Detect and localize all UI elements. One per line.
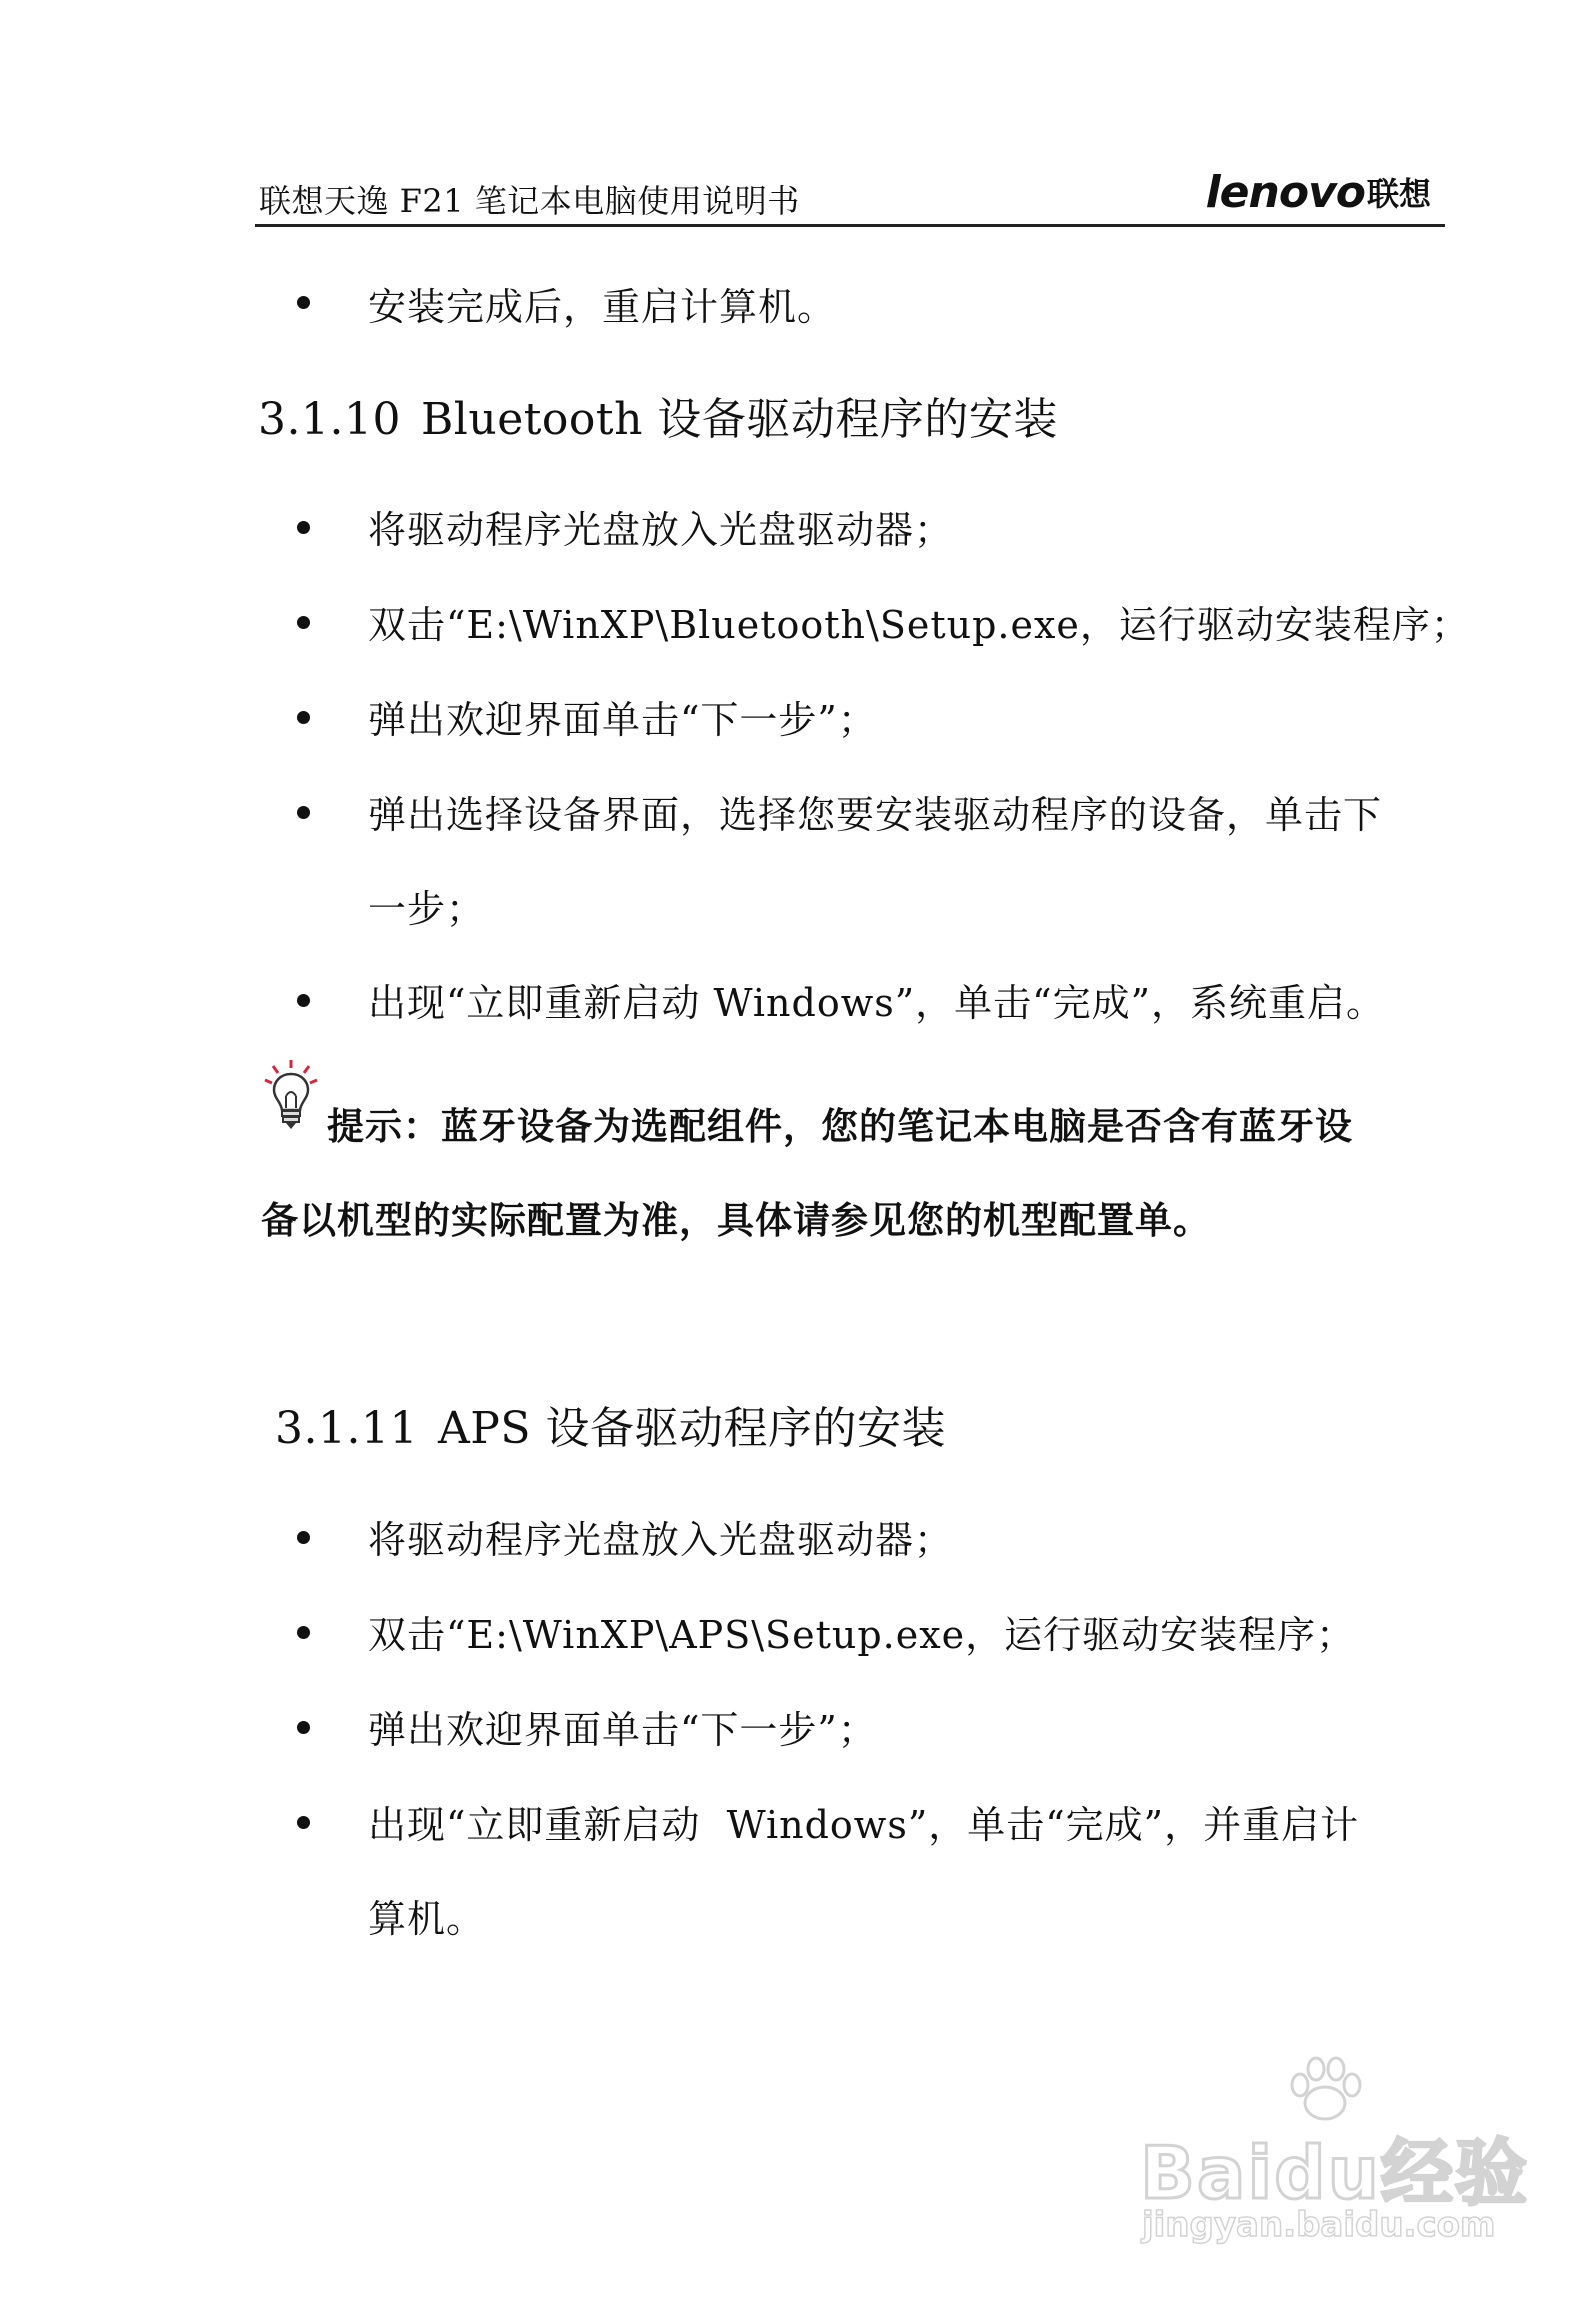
list-item-text: 安装完成后，重启计算机。: [368, 285, 837, 329]
section-number: 3.1.11: [275, 1403, 418, 1454]
list-item: [0, 780, 1584, 930]
list-item-text: 将驱动程序光盘放入光盘驱动器；: [368, 508, 954, 552]
list-item: [0, 1695, 1584, 1755]
section-title: Bluetooth 设备驱动程序的安装: [420, 394, 1058, 445]
bullet-dot: [297, 521, 310, 534]
list-item-text: 双击“E:\WinXP\Bluetooth\Setup.exe，运行驱动安装程序；: [368, 603, 1470, 647]
list-item-text: 将驱动程序光盘放入光盘驱动器；: [368, 1518, 954, 1562]
list-item: [0, 1505, 1584, 1565]
list-item: [0, 685, 1584, 745]
watermark-url: jingyan.baidu.com: [1142, 2205, 1496, 2245]
bullet-dot: [297, 711, 310, 724]
list-item: [0, 590, 1584, 650]
bullet-dot: [297, 1721, 310, 1734]
bullet-dot: [297, 806, 310, 819]
section-number: 3.1.10: [258, 394, 401, 445]
list-item: [0, 495, 1584, 555]
list-item-text: 弹出选择设备界面，选择您要安装驱动程序的设备，单击下: [368, 793, 1383, 837]
bullet-dot: [297, 994, 310, 1007]
list-item-text: 双击“E:\WinXP\APS\Setup.exe，运行驱动安装程序；: [368, 1613, 1356, 1657]
section-heading-aps: [275, 1392, 946, 1456]
section-title: APS 设备驱动程序的安装: [437, 1403, 946, 1454]
tip-text-line2: 备以机型的实际配置为准，具体请参见您的机型配置单。: [261, 1199, 1211, 1242]
bullet-dot: [297, 1626, 310, 1639]
watermark-brand: Baidu经验: [1140, 2131, 1529, 2215]
bullet-dot: [297, 616, 310, 629]
lightbulb-icon: [261, 1058, 321, 1138]
list-item: [0, 272, 1584, 332]
tip-text-line1: 提示：蓝牙设备为选配组件，您的笔记本电脑是否含有蓝牙设: [327, 1105, 1353, 1148]
page-header: [255, 168, 1445, 227]
list-item-text: 弹出欢迎界面单击“下一步”；: [368, 698, 877, 742]
list-item: [0, 968, 1584, 1028]
baidu-watermark: [1120, 2055, 1529, 2245]
list-item-text-continued: 算机。: [368, 1897, 486, 1941]
list-item-text: 出现“立即重新启动 Windows”，单击“完成”，系统重启。: [368, 981, 1386, 1025]
logo-text-cn: 联想: [1366, 175, 1431, 213]
list-item: [0, 1790, 1584, 1940]
section-heading-bluetooth: [258, 383, 1058, 447]
bullet-dot: [297, 296, 310, 309]
bullet-dot: [297, 1816, 310, 1829]
document-title: 联想天逸 F21 笔记本电脑使用说明书: [259, 182, 800, 220]
list-item: [0, 1600, 1584, 1660]
list-item-text: 出现“立即重新启动 Windows”，单击“完成”，并重启计: [368, 1803, 1360, 1847]
bullet-dot: [297, 1531, 310, 1544]
lenovo-logo: [1206, 168, 1431, 218]
list-item-text-continued: 一步；: [368, 887, 486, 931]
logo-text-en: lenovo: [1205, 167, 1365, 218]
list-item-text: 弹出欢迎界面单击“下一步”；: [368, 1708, 877, 1752]
